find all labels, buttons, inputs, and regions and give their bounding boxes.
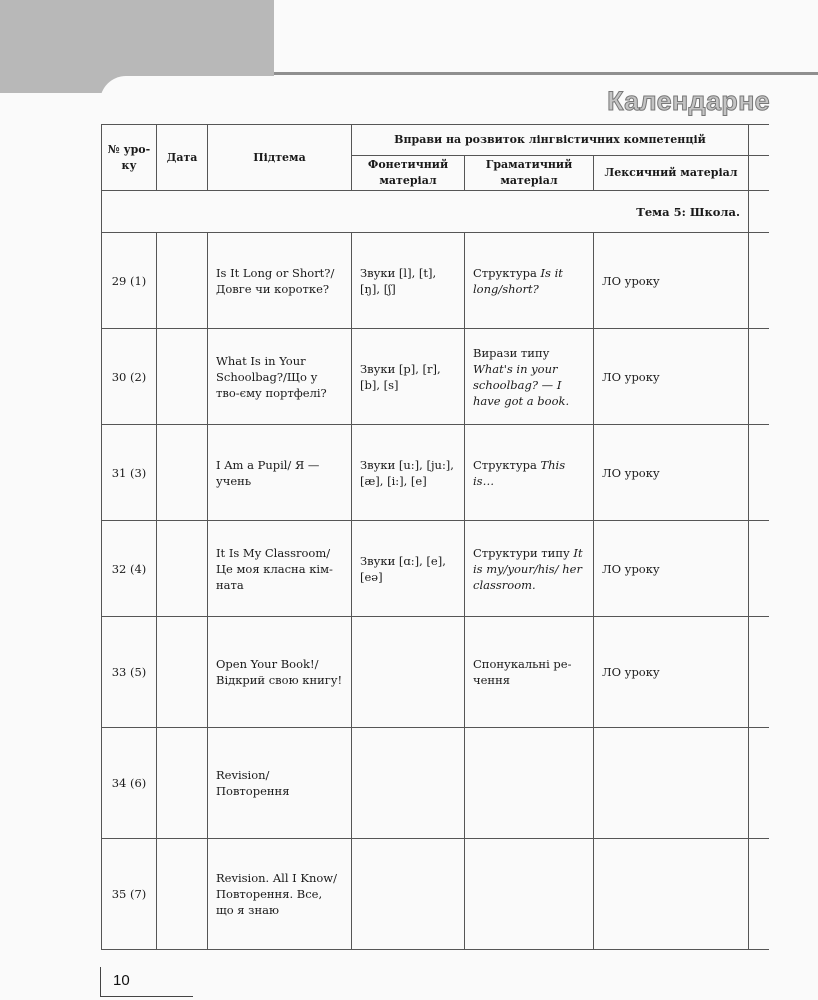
- lesson-number: 34 (6): [102, 728, 157, 839]
- page-number: 10: [113, 972, 130, 989]
- header-grammar: Граматичний матеріал: [465, 156, 594, 191]
- lesson-extra: [749, 521, 769, 617]
- lesson-grammar: [465, 425, 594, 521]
- lesson-phonetic: Звуки [ɑ:], [e], [eə]: [352, 521, 465, 617]
- lesson-date: [157, 617, 208, 728]
- lesson-date: [157, 839, 208, 950]
- lesson-lexical: ЛО уроку: [594, 233, 749, 329]
- lesson-lexical: [594, 728, 749, 839]
- lesson-extra: [749, 233, 769, 329]
- lesson-date: [157, 425, 208, 521]
- lesson-number: 31 (3): [102, 425, 157, 521]
- header-lexical: Лексичний матеріал: [594, 156, 749, 191]
- lesson-subtopic: Revision/ Повторення: [208, 728, 352, 839]
- lesson-phonetic: Звуки [u:], [ju:], [æ], [i:], [e]: [352, 425, 465, 521]
- lesson-number: 33 (5): [102, 617, 157, 728]
- grammar-text: Структури типу: [473, 545, 574, 560]
- table-row: [102, 329, 769, 425]
- topic-title: Тема 5: Школа.: [102, 191, 749, 233]
- lesson-lexical: ЛО уроку: [594, 425, 749, 521]
- page-title: Календарне: [607, 86, 770, 116]
- header-phonetic: Фонетичний матеріал: [352, 156, 465, 191]
- lesson-number: 32 (4): [102, 521, 157, 617]
- lesson-lexical: ЛО уроку: [594, 329, 749, 425]
- table-row: [102, 728, 769, 839]
- grammar-example: What's in your schoolbag? — I have got a book.: [473, 361, 570, 408]
- header-rule: [274, 72, 818, 75]
- lesson-grammar: [465, 728, 594, 839]
- lesson-phonetic: [352, 839, 465, 950]
- lesson-subtopic: Revision. All I Know/ Повторення. Все, що я знаю: [208, 839, 352, 950]
- lesson-phonetic: [352, 728, 465, 839]
- header-subtopic: Підтема: [208, 125, 352, 191]
- lesson-phonetic: Звуки [l], [t], [ŋ], [ʃ]: [352, 233, 465, 329]
- lesson-subtopic: I Am a Pupil/ Я — учень: [208, 425, 352, 521]
- grammar-text: Структура: [473, 457, 541, 472]
- lesson-number: 30 (2): [102, 329, 157, 425]
- header-lesson-number: № уро-ку: [102, 125, 157, 191]
- header-extra: [749, 125, 769, 156]
- grammar-text: Вирази типу: [473, 345, 550, 360]
- table-row: [102, 617, 769, 728]
- table-row: [102, 839, 769, 950]
- lesson-subtopic: Is It Long or Short?/ Довге чи коротке?: [208, 233, 352, 329]
- lesson-date: [157, 329, 208, 425]
- lesson-number: 29 (1): [102, 233, 157, 329]
- lesson-subtopic: Open Your Book!/ Відкрий свою книгу!: [208, 617, 352, 728]
- topic-row: [102, 191, 769, 233]
- lesson-lexical: [594, 839, 749, 950]
- lesson-extra: [749, 839, 769, 950]
- grammar-example: This is…: [473, 457, 566, 488]
- topic-extra: [749, 191, 769, 233]
- lesson-grammar: [465, 617, 594, 728]
- table-row: [102, 233, 769, 329]
- lesson-extra: [749, 728, 769, 839]
- grammar-text: Структура: [473, 265, 541, 280]
- lesson-date: [157, 233, 208, 329]
- grammar-text: Спонукальні ре-чення: [473, 657, 572, 687]
- lesson-grammar: [465, 233, 594, 329]
- table-row: [102, 425, 769, 521]
- lesson-number: 35 (7): [102, 839, 157, 950]
- lesson-phonetic: Звуки [p], [r], [b], [s]: [352, 329, 465, 425]
- table-row: [102, 521, 769, 617]
- header-date: Дата: [157, 125, 208, 191]
- grammar-example: Is it long/short?: [473, 265, 563, 296]
- lesson-date: [157, 728, 208, 839]
- lesson-date: [157, 521, 208, 617]
- lesson-plan-table: [101, 124, 769, 950]
- lesson-subtopic: It Is My Classroom/ Це моя класна кім-ната: [208, 521, 352, 617]
- header-row: [102, 125, 769, 156]
- lesson-phonetic: [352, 617, 465, 728]
- header-exercises-group: Вправи на розвиток лінгвістичних компетенцій: [352, 125, 749, 156]
- lesson-subtopic: What Is in Your Schoolbag?/Що у тво-єму портфелі?: [208, 329, 352, 425]
- lesson-grammar: [465, 521, 594, 617]
- lesson-grammar: [465, 839, 594, 950]
- lesson-extra: [749, 329, 769, 425]
- grammar-example: It is my/your/his/ her classroom.: [473, 545, 583, 592]
- lesson-extra: [749, 617, 769, 728]
- header-extra: [749, 156, 769, 191]
- lesson-extra: [749, 425, 769, 521]
- lesson-lexical: ЛО уроку: [594, 617, 749, 728]
- lesson-grammar: [465, 329, 594, 425]
- lesson-lexical: ЛО уроку: [594, 521, 749, 617]
